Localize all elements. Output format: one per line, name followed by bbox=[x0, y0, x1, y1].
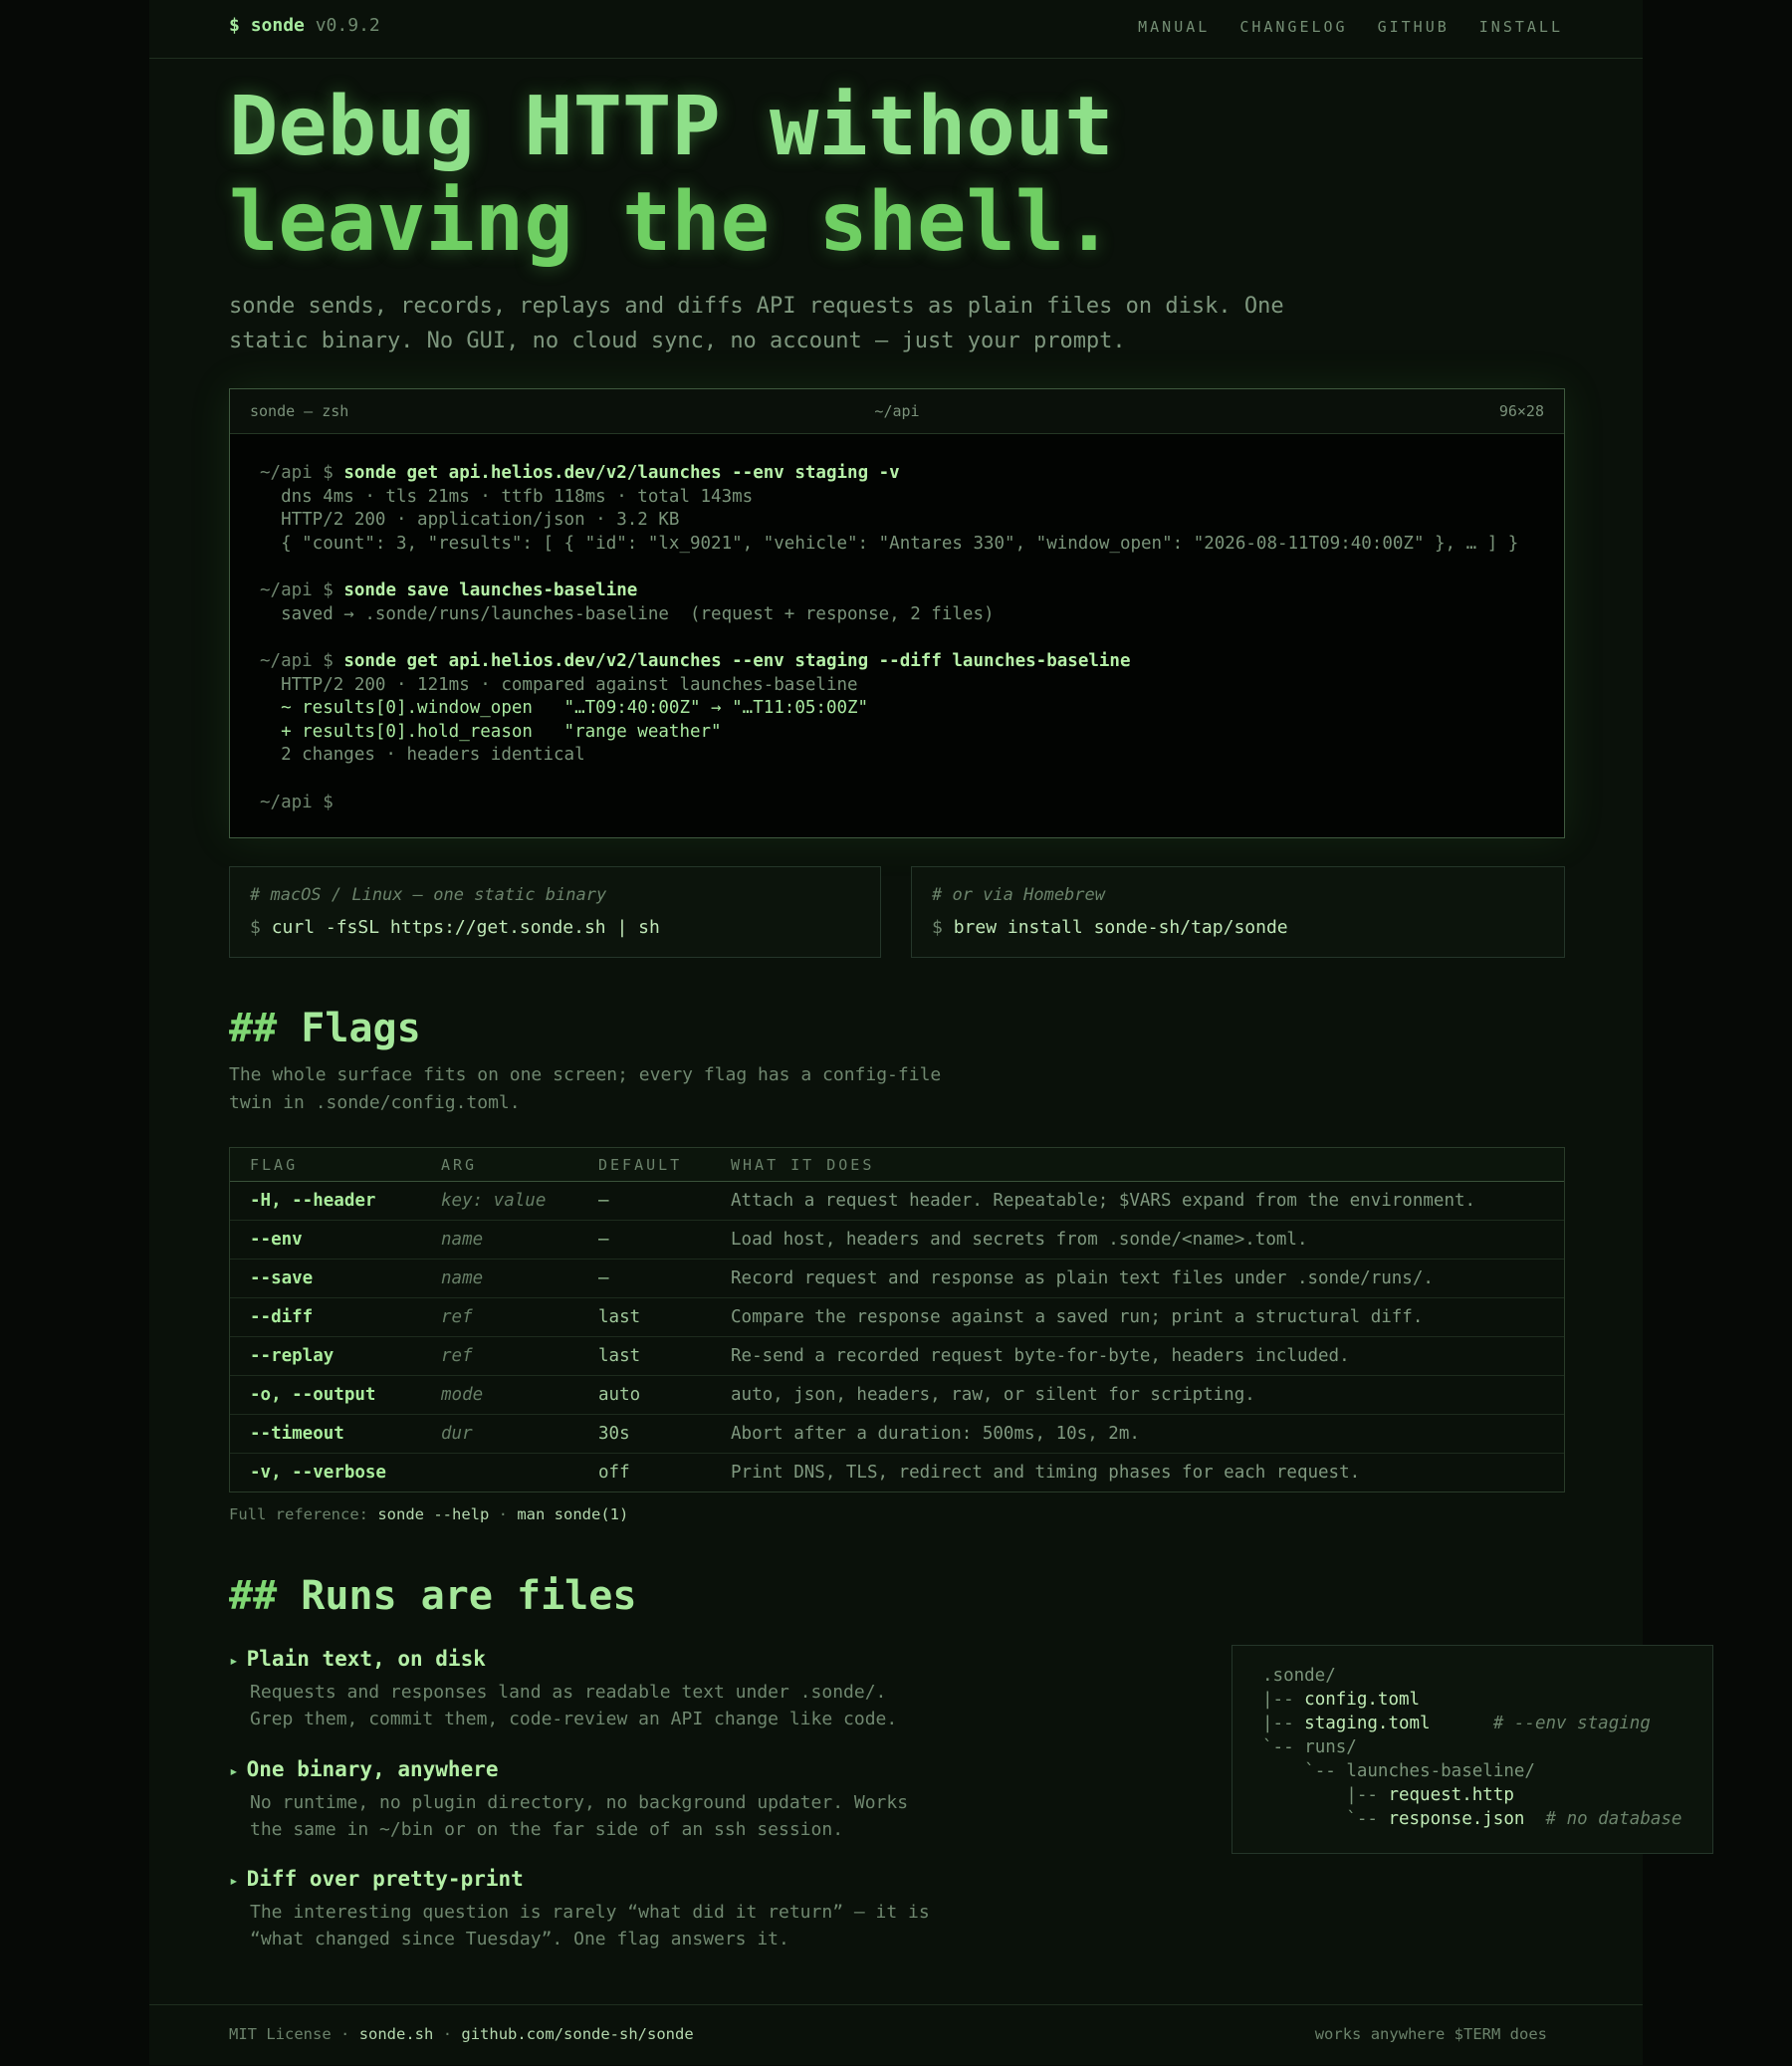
tree-comment: # --env staging bbox=[1492, 1714, 1651, 1733]
install-prompt: $ bbox=[250, 917, 261, 938]
flags-description bbox=[229, 1061, 1563, 1117]
output-text: HTTP/2 200 · 121ms · compared against launches-baseline bbox=[281, 674, 858, 695]
tree-file-request: request.http bbox=[1388, 1785, 1514, 1805]
flag-arg: dur bbox=[421, 1415, 578, 1454]
heading-text: Runs are files bbox=[301, 1573, 637, 1619]
nav-link-manual[interactable]: MANUAL bbox=[1138, 18, 1211, 36]
feature-line: “what changed since Tuesday”. One flag answers it. bbox=[250, 1929, 789, 1950]
tree-file-config: config.toml bbox=[1304, 1690, 1421, 1710]
flag-name: --diff bbox=[230, 1298, 421, 1337]
tree-root: .sonde/ bbox=[1262, 1666, 1336, 1686]
feature-one-binary bbox=[229, 1757, 1125, 1843]
terminal-line bbox=[260, 579, 1534, 603]
flag-description: Load host, headers and secrets from .sonde/<name>.toml. bbox=[711, 1221, 1564, 1260]
flag-name: --save bbox=[230, 1260, 421, 1298]
terminal-output[interactable] bbox=[230, 434, 1564, 814]
flag-arg: ref bbox=[421, 1337, 578, 1376]
flag-name: --env bbox=[230, 1221, 421, 1260]
feature-line: Grep them, commit them, code-review an API change like code. bbox=[250, 1709, 898, 1729]
terminal-prompt: ~/api $ bbox=[260, 580, 334, 600]
terminal-line bbox=[260, 650, 1534, 674]
terminal-output-line bbox=[260, 744, 1534, 768]
hero-title bbox=[229, 80, 1563, 271]
terminal-title-center: ~/api bbox=[874, 402, 920, 420]
runs-heading bbox=[229, 1573, 636, 1619]
flag-arg: mode bbox=[421, 1376, 578, 1415]
install-prompt: $ bbox=[932, 917, 943, 938]
install-card-curl[interactable] bbox=[229, 866, 881, 958]
flags-table-wrapper bbox=[229, 1147, 1565, 1492]
hero-line-2: leaving the shell. bbox=[229, 175, 1114, 270]
flags-desc-line-1: The whole surface fits on one screen; every flag has a config-file bbox=[229, 1064, 942, 1085]
ref-help-command[interactable]: sonde --help bbox=[377, 1505, 490, 1523]
flags-heading bbox=[229, 1006, 421, 1051]
install-card-homebrew[interactable] bbox=[911, 866, 1565, 958]
flag-description: Attach a request header. Repeatable; $VARS expand from the environment. bbox=[711, 1182, 1564, 1221]
feature-line: Requests and responses land as readable text under .sonde/. bbox=[250, 1682, 887, 1703]
flag-arg: key: value bbox=[421, 1182, 578, 1221]
column-header-arg: ARG bbox=[421, 1148, 578, 1182]
terminal-title-left: sonde — zsh bbox=[250, 402, 349, 420]
terminal-prompt: ~/api $ bbox=[260, 792, 334, 812]
flag-description: Record request and response as plain text files under .sonde/runs/. bbox=[711, 1260, 1564, 1298]
flag-arg bbox=[421, 1454, 578, 1492]
install-command[interactable] bbox=[250, 917, 660, 938]
flags-desc-line-2: twin in .sonde/config.toml. bbox=[229, 1092, 521, 1113]
feature-line: The interesting question is rarely “what did it return” — it is bbox=[250, 1902, 930, 1923]
feature-line: No runtime, no plugin directory, no background updater. Works bbox=[250, 1792, 909, 1813]
feature-title bbox=[229, 1867, 1125, 1891]
brand-version: v0.9.2 bbox=[315, 15, 380, 36]
tree-dir-runs: runs/ bbox=[1304, 1737, 1357, 1757]
full-reference-note bbox=[229, 1505, 1563, 1523]
tree-branch: |-- bbox=[1262, 1714, 1305, 1733]
footer-repo-link[interactable]: github.com/sonde-sh/sonde bbox=[461, 2025, 694, 2043]
heading-hashes: ## bbox=[229, 1573, 278, 1619]
flag-description: Print DNS, TLS, redirect and timing phases for each request. bbox=[711, 1454, 1564, 1492]
tree-file-response: response.json bbox=[1388, 1809, 1525, 1829]
flag-arg: ref bbox=[421, 1298, 578, 1337]
footer bbox=[149, 2004, 1643, 2066]
heading-hashes: ## bbox=[229, 1006, 278, 1051]
flag-arg: name bbox=[421, 1260, 578, 1298]
terminal-output-line bbox=[260, 486, 1534, 510]
feature-diff bbox=[229, 1867, 1125, 1952]
hero-line-1: Debug HTTP without bbox=[229, 80, 1114, 174]
terminal-size: 96×28 bbox=[1498, 402, 1544, 420]
nav-link-install[interactable]: INSTALL bbox=[1478, 18, 1563, 36]
tree-comment: # no database bbox=[1545, 1809, 1682, 1829]
flag-name: -o, --output bbox=[230, 1376, 421, 1415]
flag-description: Re-send a recorded request byte-for-byte, headers included. bbox=[711, 1337, 1564, 1376]
terminal-output-line bbox=[260, 509, 1534, 533]
table-row bbox=[230, 1182, 1564, 1221]
output-text: 2 changes · headers identical bbox=[281, 745, 585, 765]
brand-logo[interactable] bbox=[229, 15, 380, 36]
install-command[interactable] bbox=[932, 917, 1288, 938]
terminal-window bbox=[229, 388, 1565, 838]
brand-name: sonde bbox=[250, 15, 305, 36]
table-header-row bbox=[230, 1148, 1564, 1182]
flag-arg: name bbox=[421, 1221, 578, 1260]
nav-link-github[interactable]: GITHUB bbox=[1377, 18, 1450, 36]
output-text: dns 4ms · tls 21ms · ttfb 118ms · total 143ms bbox=[281, 486, 754, 507]
terminal-title-bar bbox=[230, 389, 1564, 434]
flag-default: — bbox=[578, 1182, 711, 1221]
table-row bbox=[230, 1260, 1564, 1298]
terminal-line bbox=[260, 792, 1534, 815]
output-text: { "count": 3, "results": [ { "id": "lx_9021", "vehicle": "Antares 330", "window_open": "2026-08-11T09:40:00Z" }, … ] } bbox=[281, 533, 1519, 554]
column-header-description: WHAT IT DOES bbox=[711, 1148, 1564, 1182]
table-row bbox=[230, 1298, 1564, 1337]
lead-line-1: sonde sends, records, replays and diffs API requests as plain files on disk. One bbox=[229, 294, 1284, 319]
nav-link-changelog[interactable]: CHANGELOG bbox=[1239, 18, 1348, 36]
feature-title-text: Plain text, on disk bbox=[246, 1647, 486, 1671]
hero-lead bbox=[229, 289, 1324, 358]
column-header-default: DEFAULT bbox=[578, 1148, 711, 1182]
footer-separator: · bbox=[340, 2025, 350, 2043]
flags-table bbox=[230, 1148, 1564, 1492]
install-comment: # macOS / Linux — one static binary bbox=[250, 885, 607, 905]
flag-name: --replay bbox=[230, 1337, 421, 1376]
triangle-bullet-icon: ▸ bbox=[229, 1871, 239, 1890]
terminal-command: sonde save launches-baseline bbox=[343, 580, 638, 600]
tree-branch: `-- bbox=[1346, 1809, 1389, 1829]
tree-branch: `-- bbox=[1262, 1737, 1305, 1757]
table-row bbox=[230, 1221, 1564, 1260]
terminal-prompt: ~/api $ bbox=[260, 651, 334, 671]
tree-dir-baseline: launches-baseline/ bbox=[1346, 1761, 1535, 1781]
flag-default: off bbox=[578, 1454, 711, 1492]
feature-title-text: Diff over pretty-print bbox=[246, 1867, 524, 1891]
feature-title bbox=[229, 1757, 1125, 1781]
footer-license[interactable]: MIT License bbox=[229, 2025, 332, 2043]
feature-plain-text bbox=[229, 1647, 1125, 1732]
flag-name: -H, --header bbox=[230, 1182, 421, 1221]
feature-title-text: One binary, anywhere bbox=[246, 1757, 499, 1781]
footer-site-link[interactable]: sonde.sh bbox=[358, 2025, 434, 2043]
diff-line bbox=[260, 697, 1534, 721]
flag-default: last bbox=[578, 1337, 711, 1376]
flag-default: 30s bbox=[578, 1415, 711, 1454]
terminal-line bbox=[260, 462, 1534, 486]
footer-separator: · bbox=[442, 2025, 453, 2043]
terminal-output-line bbox=[260, 533, 1534, 557]
flag-default: last bbox=[578, 1298, 711, 1337]
terminal-command: sonde get api.helios.dev/v2/launches --env staging --diff launches-baseline bbox=[343, 651, 1131, 671]
diff-line bbox=[260, 721, 1534, 745]
ref-label: Full reference: bbox=[229, 1505, 368, 1523]
diff-text: ~ results[0].window_open "…T09:40:00Z" → "…T11:05:00Z" bbox=[281, 698, 869, 718]
file-tree bbox=[1232, 1646, 1712, 1849]
terminal-output-line bbox=[260, 674, 1534, 698]
main-nav bbox=[1138, 18, 1563, 36]
heading-text: Flags bbox=[301, 1006, 421, 1051]
table-row bbox=[230, 1376, 1564, 1415]
brand-prompt: $ bbox=[229, 15, 240, 36]
page bbox=[149, 0, 1682, 2065]
install-command-text: curl -fsSL https://get.sonde.sh | sh bbox=[271, 917, 660, 938]
tree-branch: |-- bbox=[1346, 1785, 1389, 1805]
triangle-bullet-icon: ▸ bbox=[229, 1651, 239, 1670]
footer-left bbox=[229, 2025, 694, 2043]
feature-title bbox=[229, 1647, 1125, 1671]
table-row bbox=[230, 1454, 1564, 1492]
spacer bbox=[260, 768, 1534, 792]
terminal-prompt: ~/api $ bbox=[260, 463, 334, 483]
footer-tagline: works anywhere $TERM does bbox=[1314, 2025, 1547, 2043]
flag-description: auto, json, headers, raw, or silent for scripting. bbox=[711, 1376, 1564, 1415]
tree-file-staging: staging.toml bbox=[1304, 1714, 1431, 1733]
feature-line: the same in ~/bin or on the far side of an ssh session. bbox=[250, 1819, 844, 1840]
flag-default: — bbox=[578, 1221, 711, 1260]
output-text: saved → .sonde/runs/launches-baseline (request + response, 2 files) bbox=[281, 603, 995, 624]
column-header-flag: FLAG bbox=[230, 1148, 421, 1182]
tree-branch: |-- bbox=[1262, 1690, 1305, 1710]
triangle-bullet-icon: ▸ bbox=[229, 1761, 239, 1780]
table-row bbox=[230, 1415, 1564, 1454]
flag-name: --timeout bbox=[230, 1415, 421, 1454]
flag-name: -v, --verbose bbox=[230, 1454, 421, 1492]
table-row bbox=[230, 1337, 1564, 1376]
flag-default: — bbox=[578, 1260, 711, 1298]
file-tree-panel bbox=[1232, 1645, 1713, 1854]
install-command-text: brew install sonde-sh/tap/sonde bbox=[953, 917, 1288, 938]
tree-branch: `-- bbox=[1304, 1761, 1347, 1781]
output-text: HTTP/2 200 · application/json · 3.2 KB bbox=[281, 510, 680, 530]
terminal-output-line bbox=[260, 603, 1534, 627]
terminal-command: sonde get api.helios.dev/v2/launches --env staging -v bbox=[343, 463, 900, 483]
ref-separator: · bbox=[498, 1505, 508, 1523]
flag-default: auto bbox=[578, 1376, 711, 1415]
top-nav-bar bbox=[149, 0, 1643, 59]
lead-line-2: static binary. No GUI, no cloud sync, no account — just your prompt. bbox=[229, 329, 1126, 353]
flag-description: Abort after a duration: 500ms, 10s, 2m. bbox=[711, 1415, 1564, 1454]
diff-text: + results[0].hold_reason "range weather" bbox=[281, 721, 722, 742]
flag-description: Compare the response against a saved run; print a structural diff. bbox=[711, 1298, 1564, 1337]
install-comment: # or via Homebrew bbox=[932, 885, 1105, 905]
ref-man-command[interactable]: man sonde(1) bbox=[517, 1505, 629, 1523]
spacer bbox=[260, 626, 1534, 650]
spacer bbox=[260, 556, 1534, 579]
